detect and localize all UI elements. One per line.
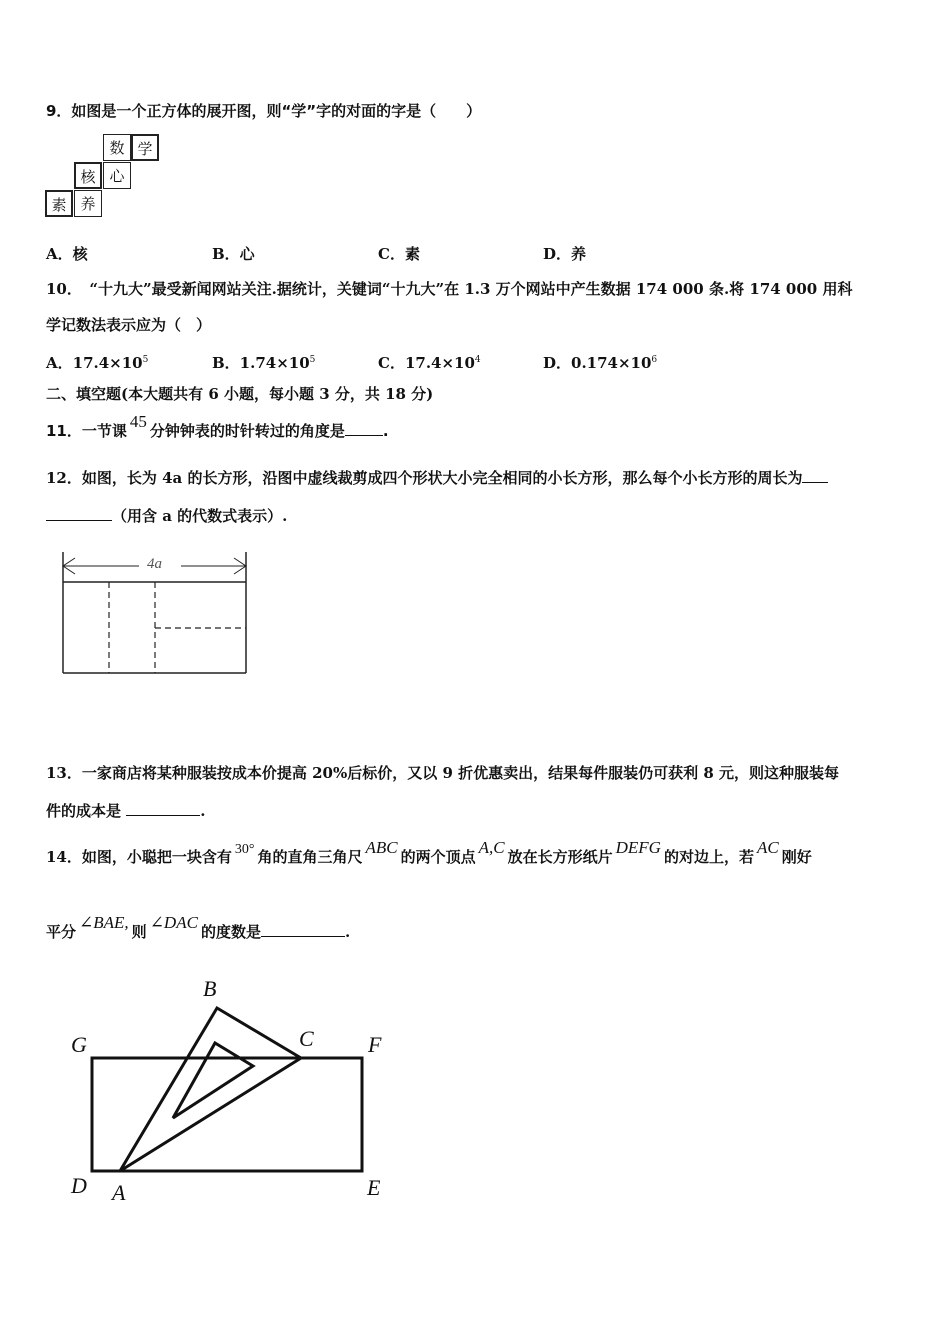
q12-stem-line1: 12．如图，长为 4a 的长方形，沿图中虚线裁剪成四个形状大小完全相同的小长方形，那么每个小长方形的周长为 bbox=[46, 468, 828, 488]
q13-stem-line1: 13．一家商店将某种服装按成本价提高 20%后标价，又以 9 折优惠卖出，结果每件服装仍可获利 8 元，则这种服装每 bbox=[46, 764, 839, 782]
q13-answer-blank[interactable] bbox=[126, 801, 200, 816]
q9-option-c[interactable]: C．素 bbox=[378, 245, 420, 263]
q12-figure-label-4a: 4a bbox=[147, 556, 162, 572]
net-cell-he: 核 bbox=[74, 162, 102, 189]
q14-label-f: F bbox=[368, 1032, 382, 1057]
q11-answer-blank[interactable] bbox=[345, 421, 383, 436]
net-cell-xin: 心 bbox=[103, 162, 131, 189]
q9-option-b[interactable]: B．心 bbox=[212, 245, 255, 263]
q14-label-d: D bbox=[71, 1173, 87, 1198]
q10-stem-line2: 学记数法表示应为（ ） bbox=[46, 316, 212, 334]
q14-label-e: E bbox=[367, 1175, 381, 1200]
net-cell-yang: 养 bbox=[74, 190, 102, 217]
q10-option-c[interactable]: C．$17.4\times 10^4$ bbox=[378, 354, 481, 372]
q14-answer-blank[interactable] bbox=[261, 922, 345, 937]
q12-answer-blank-part1[interactable] bbox=[802, 468, 828, 483]
section-heading-fill-in: 二、填空题(本大题共有 6 小题，每小题 3 分，共 18 分) bbox=[46, 385, 434, 403]
net-cell-su: 素 bbox=[45, 190, 73, 217]
q10-option-d[interactable]: D．$0.174\times 10^6$ bbox=[543, 354, 658, 372]
q10-stem-line1: 10． “十九大”最受新闻网站关注.据统计，关键词“十九大”在 1.3 万个网站中产生数据 174 000 条.将 174 000 用科 bbox=[46, 280, 853, 298]
q14-stem-line1: 14．如图，小聪把一块含有 30° 角的直角三角尺 ABC 的两个顶点 A,C 放在长方形纸片 DEFG 的对边上，若 AC 刚好 bbox=[46, 838, 812, 866]
q9-option-d[interactable]: D．养 bbox=[543, 245, 587, 263]
q13-stem-line2: 件的成本是 . bbox=[46, 802, 206, 820]
net-cell-xue: 学 bbox=[131, 134, 159, 161]
net-cell-shu: 数 bbox=[103, 134, 131, 161]
q12-answer-blank-part2[interactable] bbox=[46, 506, 112, 521]
q10-option-a[interactable]: A．$17.4\times 10^5$ bbox=[46, 354, 149, 372]
q9-stem: 9．如图是一个正方体的展开图，则“学”字的对面的字是（ ） bbox=[46, 102, 482, 120]
q14-label-c: C bbox=[299, 1026, 314, 1051]
q11-stem: 11．一节课 45 分钟钟表的时针转过的角度是 . bbox=[46, 412, 389, 440]
q14-label-a: A bbox=[112, 1180, 126, 1205]
q14-label-b: B bbox=[203, 976, 217, 1001]
q9-option-a[interactable]: A．核 bbox=[46, 245, 88, 263]
q14-triangle-rectangle-figure bbox=[60, 970, 400, 1210]
q12-stem-line2: （用含 a 的代数式表示）. bbox=[46, 506, 287, 526]
q10-option-b[interactable]: B．$1.74\times 10^5$ bbox=[212, 354, 316, 372]
q14-label-g: G bbox=[71, 1032, 87, 1057]
q14-stem-line2: 平分 ∠BAE, 则 ∠DAC 的度数是 . bbox=[46, 913, 351, 941]
